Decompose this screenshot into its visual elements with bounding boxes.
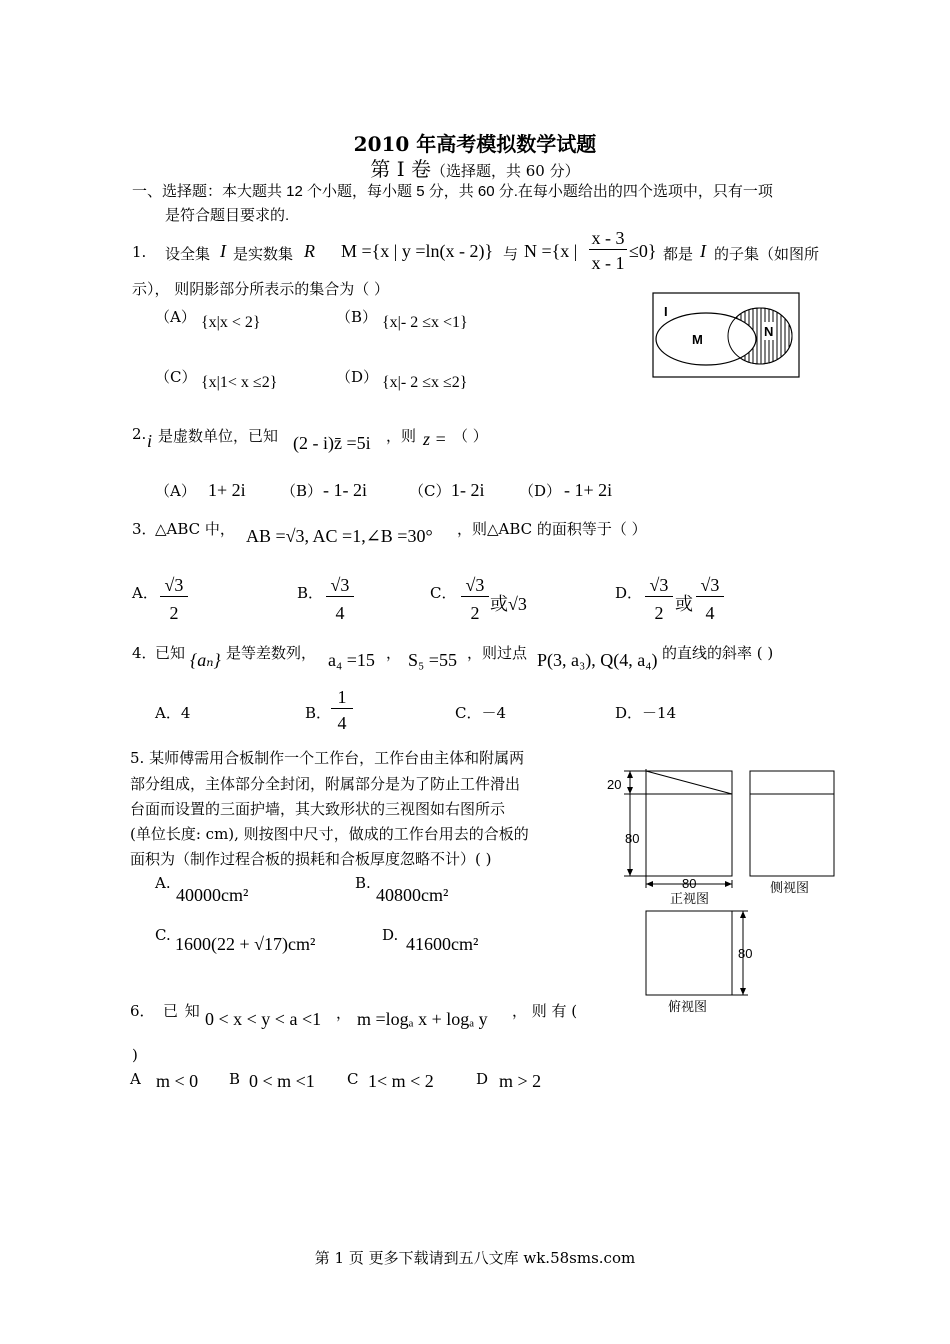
q6-option-A-label: A [130,1070,141,1088]
q2-option-D-label: （D） [519,482,562,500]
q1-set-R: R [304,241,315,261]
q4-a4: a₄ =15 [328,650,375,670]
q1-text-line2: 示）， 则阴影部分所表示的集合为（ ） [132,280,390,298]
q2-option-B-label: （B） [281,482,323,500]
q1-fraction-denominator: x - 1 [591,253,625,273]
side-view-label: 侧视图 [770,880,810,895]
q6-option-C-label: C [347,1070,359,1088]
q4-option-B-label: B． [305,704,332,722]
q1-text-2: 是实数集 [233,245,294,263]
q3-option-B-den: 4 [335,603,345,623]
three-views-diagram [600,764,840,1024]
q4-points: P(3, a₃), Q(4, a₄) [537,650,658,670]
q4-option-D: D．－14 [615,704,677,722]
q2-option-C-label: （C） [409,482,451,500]
q6-option-B: 0 < m <1 [249,1071,315,1091]
q3-option-D-den2: 4 [705,603,715,623]
q3-option-A-num: √3 [160,575,188,597]
q1-text-3: 与 [503,245,519,263]
venn-label-I: I [664,304,668,319]
q1-set-I-2: I [700,241,706,261]
q4-text-1: 已知 [155,644,186,662]
q5-option-C: 1600(22 + √17)cm² [175,934,316,954]
q3-option-C-den: 2 [470,603,480,623]
q2-option-A-label: （A） [155,482,196,500]
q3-option-D-num1: √3 [645,575,673,597]
q1-option-A-label: （A） [155,308,196,326]
q3-option-B-num: √3 [326,575,354,597]
q3-option-C-label: C． [430,584,457,602]
q4-option-B-den: 4 [337,713,347,733]
q2-option-C: 1- 2i [451,480,485,500]
q5-line-3: 台面而设置的三面护墙，其大致形状的三视图如右图所示 [130,800,506,818]
q4-s5: S₅ =55 [408,650,457,670]
q3-option-C-tail: 或√3 [490,594,527,614]
q3-option-A-den: 2 [169,603,179,623]
q2-z: z = [423,429,447,449]
q2-option-A: 1+ 2i [208,480,246,500]
q1-option-D: {x|- 2 ≤x ≤2} [382,374,468,391]
subtitle-part: 第 I 卷 [370,157,431,181]
q6-close-paren: ) [132,1046,138,1064]
q1-option-C: {x|1< x ≤2} [201,374,278,391]
q2-text-2: ，则 [386,427,417,445]
dim-80-bottom: 80 [682,876,697,891]
q6-text-1: 已 知 [163,1002,201,1020]
q6-m-expression: m =logₐ x + logₐ y [357,1009,488,1029]
q6-comma: ， [336,1004,352,1022]
q1-option-C-label: （C） [155,368,197,386]
venn-label-M: M [692,332,703,347]
q6-option-A: m < 0 [156,1071,199,1091]
venn-circle-M [656,313,756,365]
side-view-outline [750,771,834,876]
q4-option-C: C．－4 [455,704,507,722]
q2-text-1: 是虚数单位，已知 [158,427,279,445]
q5-option-A: 40000cm² [176,885,249,905]
q4-text-4: 的直线的斜率 ( ) [662,644,774,662]
q3-option-B-label: B． [297,584,324,602]
q5-option-D-label: D. [382,926,399,944]
q5-line-1: 5. 某师傅需用合板制作一个工作台，工作台由主体和附属两 [130,749,525,767]
q1-set-N-right: ≤0} [629,241,657,261]
q1-text-4: 都是 [663,245,694,263]
q3-text-2: ，则△ABC 的面积等于（ ） [457,520,647,538]
q3-option-D-num2: √3 [696,575,724,597]
venn-diagram [652,292,802,380]
dim-80-right: 80 [738,946,753,961]
q3-conditions: AB =√3, AC =1,∠B =30° [246,526,433,546]
q3-text-1: △ABC 中， [155,520,235,538]
q6-option-D: m > 2 [499,1071,542,1091]
page-subtitle [0,153,950,182]
q1-number: 1. [132,243,147,261]
q2-equation: (2 - i)z̄ =5i [293,433,371,453]
q1-text-5: 的子集（如图所 [714,245,820,263]
q5-line-4: (单位长度: cm), 则按图中尺寸，做成的工作台用去的合板的 [130,825,529,843]
dim-80-left: 80 [625,831,640,846]
q2-option-B: - 1- 2i [323,480,367,500]
q4-text-2: 是等差数列， [226,644,317,662]
top-view-label: 俯视图 [668,999,708,1014]
q1-fraction-numerator: x - 3 [589,228,627,250]
q3-option-C-num: √3 [461,575,489,597]
q5-option-B: 40800cm² [376,885,449,905]
section-heading: 一、选择题：本大题共 12 个小题，每小题 5 分，共 60 分.在每小题给出的四个选项中，只有一项 [132,183,773,200]
dim-20: 20 [607,777,622,792]
q5-line-2: 部分组成，主体部分全封闭，附属部分是为了防止工件滑出 [130,775,521,793]
front-view-label: 正视图 [670,891,710,906]
q5-option-D: 41600cm² [406,934,479,954]
page-title: 2010 年高考模拟数学试题 [353,132,597,156]
q4-option-A: A．4 [155,704,191,722]
q1-set-N-left: N ={x | [524,241,578,261]
q6-text-2: ， 则 有 ( [512,1002,578,1020]
q2-number: 2. [132,425,147,443]
q3-option-A-label: A． [132,584,158,602]
q1-option-B: {x|- 2 ≤x <1} [382,314,468,331]
q2-i: i [147,431,153,451]
top-view-outline [646,911,732,995]
q4-sequence: {aₙ} [190,650,221,670]
q6-condition: 0 < x < y < a <1 [205,1009,322,1029]
q1-set-M: M ={x | y =ln(x - 2)} [341,241,494,261]
q5-line-5: 面积为（制作过程合板的损耗和合板厚度忽略不计）( ) [130,850,492,868]
q5-option-B-label: B. [355,874,371,892]
q1-option-A: {x|x < 2} [201,314,261,331]
q6-option-C: 1< m < 2 [368,1071,434,1091]
q1-option-D-label: （D） [336,368,379,386]
venn-label-N: N [764,324,774,339]
subtitle-note: （选择题，共 60 分） [431,162,580,180]
q2-option-D: - 1+ 2i [564,480,613,500]
q1-option-B-label: （B） [336,308,378,326]
q6-option-D-label: D [476,1070,489,1088]
q4-option-B-num: 1 [331,687,353,709]
q3-option-D-den1: 2 [654,603,664,623]
q2-paren: （ ） [453,427,488,445]
page-footer: 第 1 页 更多下载请到五八文库 wk.58sms.com [314,1249,636,1267]
q4-text-3: ，则过点 [467,644,528,662]
q3-option-D-or: 或 [675,594,693,614]
q5-option-C-label: C. [155,926,171,944]
q4-comma: ， [386,644,402,662]
front-view-outline [646,771,732,876]
q3-number: 3． [132,520,157,538]
q6-number: 6． [130,1002,155,1020]
q3-option-D-label: D． [615,584,643,602]
section-heading-cont: 是符合题目要求的. [165,207,290,224]
q1-set-I: I [220,241,226,261]
q1-text-1: 设全集 [165,245,211,263]
q5-option-A-label: A. [155,874,171,892]
q4-number: 4． [132,644,157,662]
q6-option-B-label: B [229,1070,241,1088]
